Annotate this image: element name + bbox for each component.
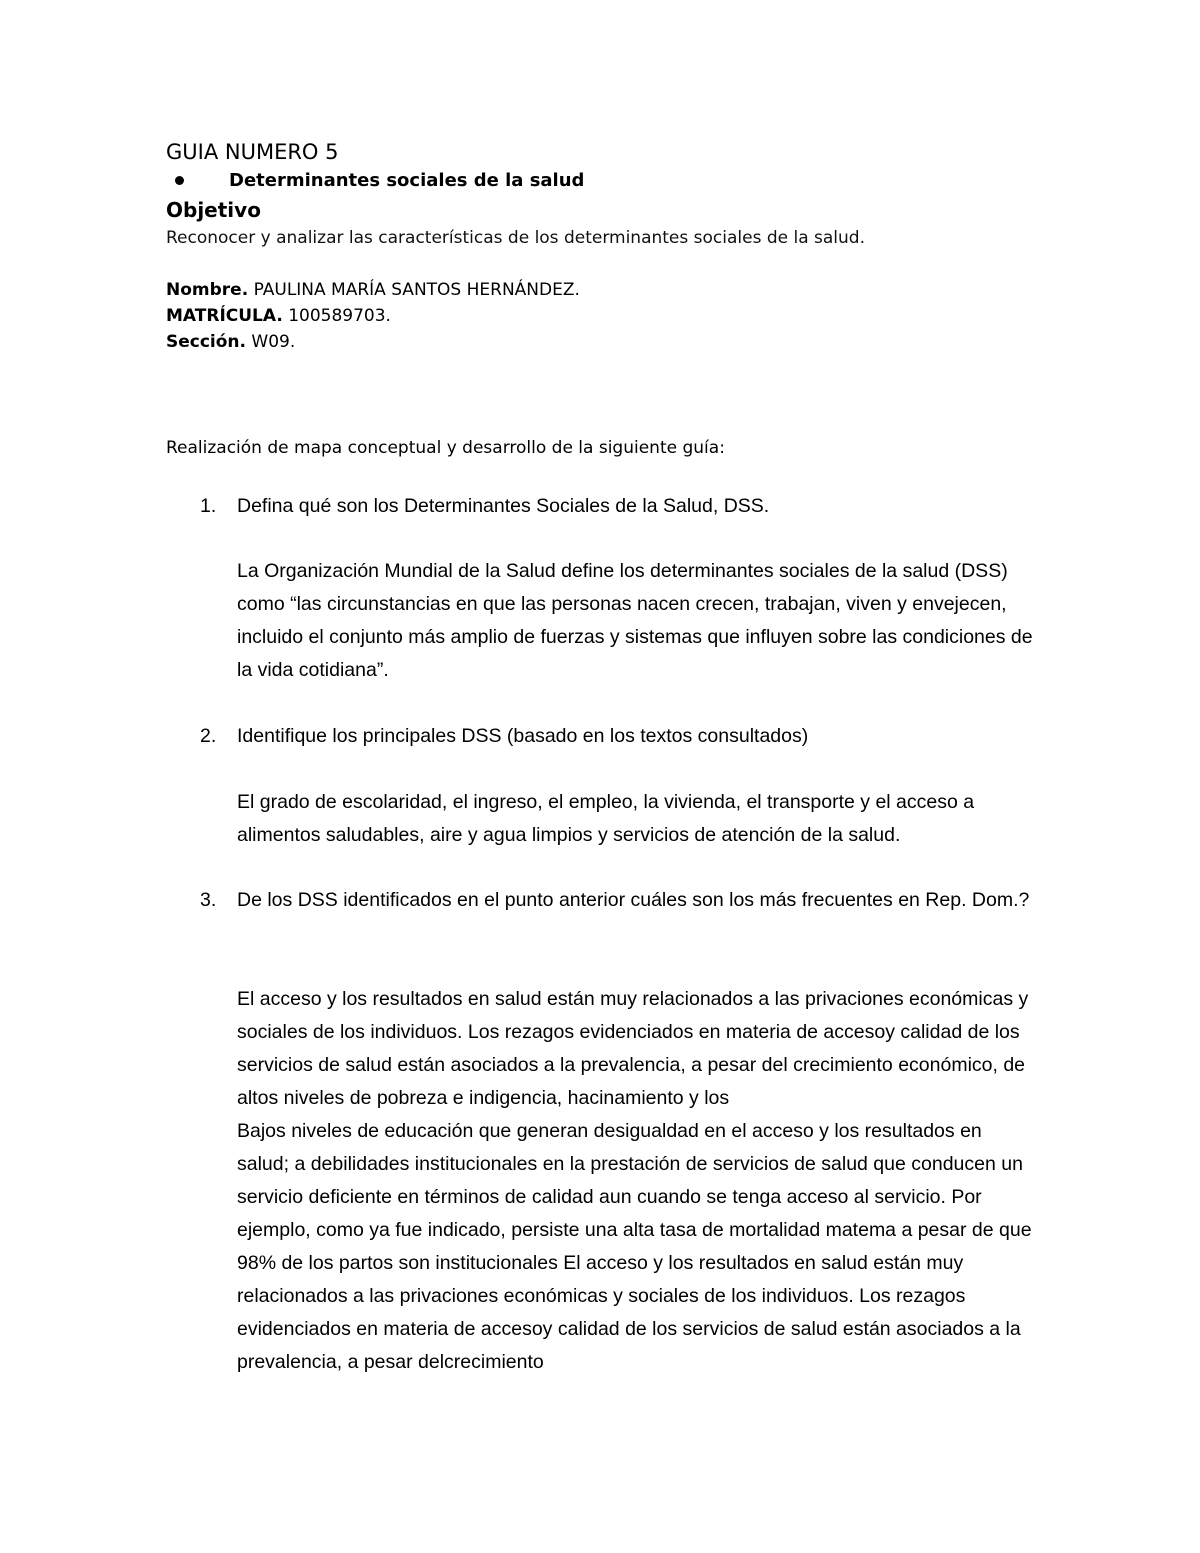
question-text: Defina qué son los Determinantes Sociales de la Salud, DSS.: [237, 495, 770, 517]
question-2: [200, 720, 1040, 753]
student-id-line: [166, 306, 391, 326]
objective-heading: Objetivo: [166, 198, 261, 222]
question-1: [200, 490, 1040, 523]
name-label: Nombre.: [166, 280, 249, 300]
question-number: 3.: [200, 889, 217, 911]
answer-3-paragraph-2: Bajos niveles de educación que generan desigualdad en el acceso y los resultados en salud; a debilidades institucionales en la prestación de servicios de salud que conducen un servicio deficiente en términos de calidad aun cuando se tenga acceso al servicio. Por ejemplo, como ya fue indicado, persiste una alta tasa de mortalidad matema a pesar de que 98% de los partos son institucionales El acceso y los resultados en salud están muy relacionados a las privaciones económicas y sociales de los individuos. Los rezagos evidenciados en materia de accesoy calidad de los servicios de salud están asociados a la prevalencia, a pesar delcrecimiento: [237, 1120, 1032, 1373]
section-value: W09.: [251, 332, 296, 352]
bullet-icon: [175, 176, 184, 185]
answer-3-paragraph-1: El acceso y los resultados en salud están muy relacionados a las privaciones económicas y sociales de los individuos. Los rezagos evidenciados en materia de accesoy calidad de los servicios de salud están asociados a la prevalencia, a pesar del crecimiento económico, de altos niveles de pobreza e indigencia, hacinamiento y los: [237, 988, 1029, 1109]
question-3: [200, 884, 1040, 917]
student-name-line: [166, 280, 580, 300]
question-number: 1.: [200, 495, 217, 517]
student-section-line: [166, 332, 295, 352]
page-title: GUIA NUMERO 5: [166, 140, 339, 164]
id-label: MATRÍCULA.: [166, 306, 283, 326]
id-value: 100589703.: [288, 306, 391, 326]
question-text: De los DSS identificados en el punto anterior cuáles son los más frecuentes en Rep. Dom.?: [237, 889, 1030, 911]
answer-1: La Organización Mundial de la Salud define los determinantes sociales de la salud (DSS) como “las circunstancias en que las personas nacen crecen, trabajan, viven y envejecen, incluido el conjunto más amplio de fuerzas y sistemas que influyen sobre las condiciones de la vida cotidiana”.: [237, 560, 1033, 681]
question-text: Identifique los principales DSS (basado en los textos consultados): [237, 725, 809, 747]
name-value: PAULINA MARÍA SANTOS HERNÁNDEZ.: [253, 280, 580, 300]
answer-2: El grado de escolaridad, el ingreso, el empleo, la vivienda, el transporte y el acceso a alimentos saludables, aire y agua limpios y servicios de atención de la salud.: [237, 791, 975, 846]
section-label: Sección.: [166, 332, 246, 352]
question-number: 2.: [200, 725, 217, 747]
objective-text: Reconocer y analizar las características de los determinantes sociales de la salud.: [166, 228, 866, 248]
bullet-text: Determinantes sociales de la salud: [229, 170, 585, 191]
bullet-item: [166, 170, 584, 191]
answer-3: [237, 983, 1037, 1379]
intro-text: Realización de mapa conceptual y desarrollo de la siguiente guía:: [166, 438, 725, 458]
